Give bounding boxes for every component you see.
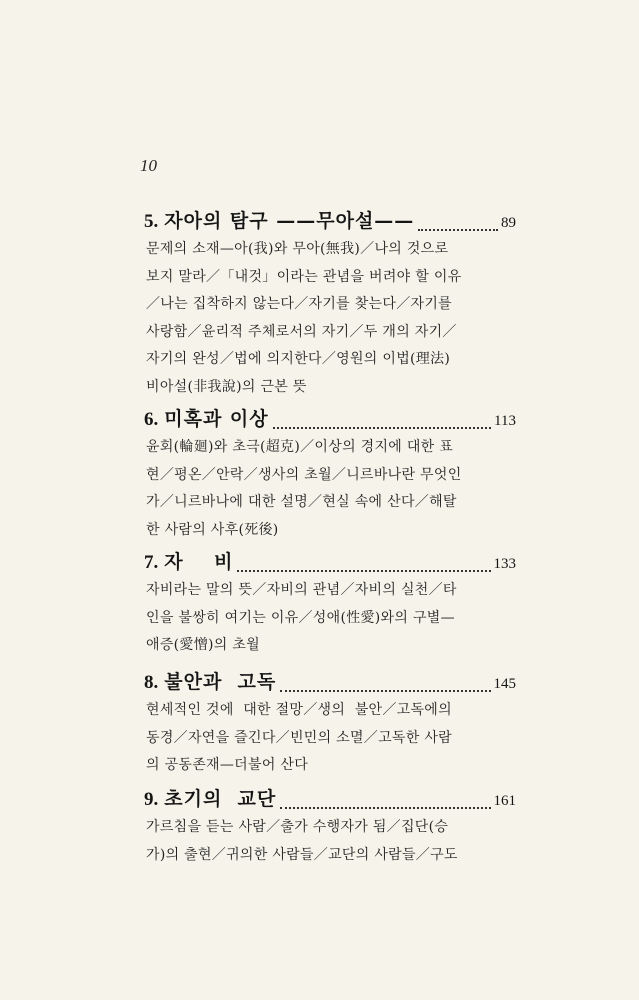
toc-entry-number: 7.	[144, 552, 159, 573]
dot-leader	[280, 806, 490, 809]
toc-entry-title: 미혹과 이상	[164, 408, 269, 430]
subtopic-line: 사랑함／윤리적 주체로서의 자기／두 개의 자기／	[146, 323, 457, 340]
subtopic-line: ／나는 집착하지 않는다／자기를 찾는다／자기를	[146, 296, 452, 312]
dot-leader	[280, 689, 490, 692]
toc-entry	[144, 206, 516, 401]
toc-entry-page: 89	[501, 215, 516, 231]
toc-entry-page: 113	[494, 413, 516, 429]
subtopic-line: 윤회(輪廻)와 초극(超克)／이상의 경지에 대한 표	[146, 439, 454, 455]
subtopic-line: 문제의 소재—아(我)와 무아(無我)／나의 것으로	[146, 241, 449, 257]
toc-entry-page: 133	[493, 556, 516, 572]
toc-entry-number: 9.	[144, 789, 159, 810]
toc-entry-title: 초기의 교단	[164, 788, 277, 810]
toc-entry-title: 자아의 탐구 ——무아설——	[164, 210, 415, 232]
subtopic-line: 가)의 출현／귀의한 사람들／교단의 사람들／구도	[146, 846, 458, 863]
toc-entry-heading[interactable]	[144, 404, 516, 434]
toc-entry-page: 161	[493, 793, 516, 809]
subtopic-line: 가／니르바나에 대한 설명／현실 속에 산다／해탈	[146, 494, 457, 510]
subtopic-line: 인을 불쌍히 여기는 이유／성애(性愛)와의 구별—	[146, 609, 455, 626]
subtopic-line: 비아설(非我說)의 근본 뜻	[146, 378, 307, 395]
toc-entry-title: 불안과 고독	[164, 671, 277, 693]
toc-entry-heading[interactable]	[144, 206, 516, 236]
toc-entry-heading[interactable]	[144, 784, 516, 814]
toc-entry-number: 5.	[144, 211, 159, 232]
toc-entry-number: 6.	[144, 409, 159, 430]
toc-entry-heading[interactable]	[144, 667, 516, 697]
toc-entry-heading[interactable]	[144, 547, 516, 577]
toc-entry-subtopics	[146, 434, 516, 544]
toc-entry-subtopics	[146, 814, 516, 869]
toc-entry	[144, 784, 516, 869]
subtopic-line: 의 공동존재—더불어 산다	[146, 757, 309, 773]
dot-leader	[273, 426, 491, 429]
subtopic-line: 현세적인 것에 대한 절망／생의 불안／고독에의	[146, 702, 452, 718]
dot-leader	[237, 569, 490, 572]
subtopic-line: 보지 말라／「내것」이라는 관념을 버려야 할 이유	[146, 268, 462, 285]
toc-entry	[144, 547, 516, 660]
toc-entry-page: 145	[493, 676, 516, 692]
page-number: 10	[140, 156, 157, 175]
toc-entry-subtopics	[146, 697, 516, 780]
toc-entry	[144, 667, 516, 780]
subtopic-line: 자비라는 말의 뜻／자비의 관념／자비의 실천／타	[146, 582, 457, 598]
subtopic-line: 가르침을 듣는 사람／출가 수행자가 됨／집단(승	[146, 819, 449, 835]
toc-entry-subtopics	[146, 577, 516, 660]
toc-entry-subtopics	[146, 236, 516, 401]
toc-entry-title: 자 비	[164, 551, 234, 573]
subtopic-line: 한 사람의 사후(死後)	[146, 521, 279, 538]
subtopic-line: 동경／자연을 즐긴다／빈민의 소멸／고독한 사람	[146, 729, 452, 746]
subtopic-line: 현／평온／안락／생사의 초월／니르바나란 무엇인	[146, 466, 462, 483]
subtopic-line: 애증(愛憎)의 초월	[146, 637, 260, 653]
toc-entry	[144, 404, 516, 544]
dot-leader	[418, 228, 498, 231]
subtopic-line: 자기의 완성／법에 의지한다／영원의 이법(理法)	[146, 351, 451, 367]
toc-entry-number: 8.	[144, 672, 159, 693]
